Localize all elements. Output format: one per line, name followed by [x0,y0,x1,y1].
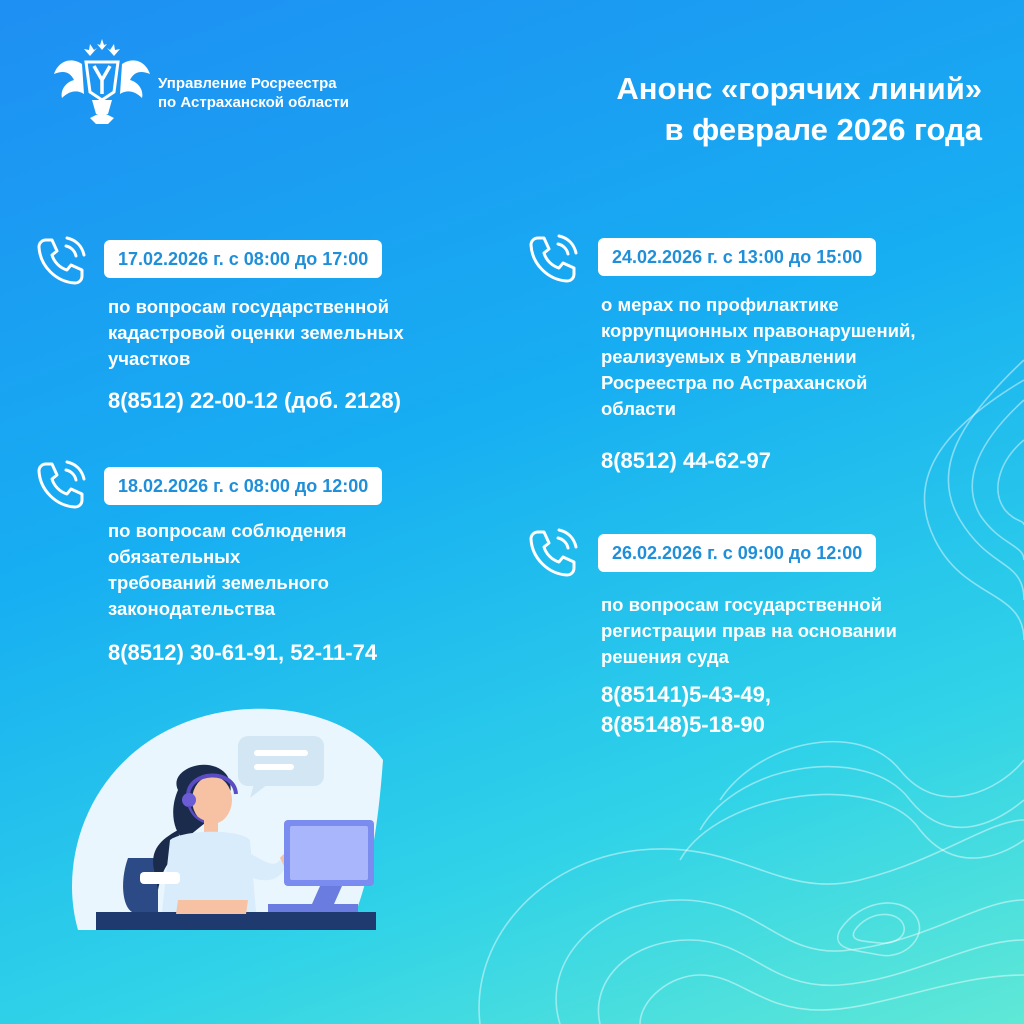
hotline-description-line: законодательства [108,598,276,619]
page-title [616,68,982,150]
hotline-description-line: коррупционных правонарушений, [601,320,916,341]
hotline-description [601,592,897,670]
phone-ringing-icon [524,230,582,288]
hotline-phone-number [601,446,771,476]
organization-name-line-2: по Астраханской области [158,94,350,111]
hotline-description-line: по вопросам государственной [601,594,882,615]
phone-ringing-icon [32,456,90,514]
organization-name-line-1: Управление Росреестра [158,75,337,92]
phone-number-line: 8(8512) 22-00-12 (доб. 2128) [108,388,401,413]
hotline-description [108,518,346,622]
phone-number-line: 8(85148)5-18-90 [601,712,765,737]
page-title-line-1: Анонс «горячих линий» [616,71,982,106]
hotline-date-badge: 26.02.2026 г. с 09:00 до 12:00 [598,534,876,572]
phone-number-line: 8(8512) 30-61-91, 52-11-74 [108,640,378,665]
hotline-phone-number [108,386,401,416]
hotline-description-line: о мерах по профилактике [601,294,839,315]
hotline-description-line: области [601,398,677,419]
hotline-description-line: реализуемых в Управлении [601,346,857,367]
hotline-description-line: требований земельного [108,572,329,593]
hotline-description-line: кадастровой оценки земельных [108,322,404,343]
rosreestr-logo [52,36,152,128]
hotline-description-line: обязательных [108,546,241,567]
hotline-description-line: регистрации прав на основании [601,620,897,641]
phone-number-line: 8(8512) 44-62-97 [601,448,772,473]
hotline-description-line: по вопросам государственной [108,296,389,317]
phone-ringing-icon [32,232,90,290]
hotline-description-line: участков [108,348,191,369]
organization-name [158,74,349,112]
phone-ringing-icon [524,524,582,582]
hotline-description [108,294,404,372]
call-center-operator-illustration [58,690,398,980]
hotline-date-badge: 18.02.2026 г. с 08:00 до 12:00 [104,467,382,505]
hotline-date-badge: 17.02.2026 г. с 08:00 до 17:00 [104,240,382,278]
hotline-description [601,292,916,422]
hotline-date-badge: 24.02.2026 г. с 13:00 до 15:00 [598,238,876,276]
hotline-description-line: решения суда [601,646,729,667]
hotline-description-line: по вопросам соблюдения [108,520,347,541]
page-title-line-2: в феврале 2026 года [664,112,982,147]
hotline-phone-number [108,638,377,668]
hotline-phone-number [601,680,771,740]
hotline-description-line: Росреестра по Астраханской [601,372,868,393]
phone-number-line: 8(85141)5-43-49, [601,682,772,707]
